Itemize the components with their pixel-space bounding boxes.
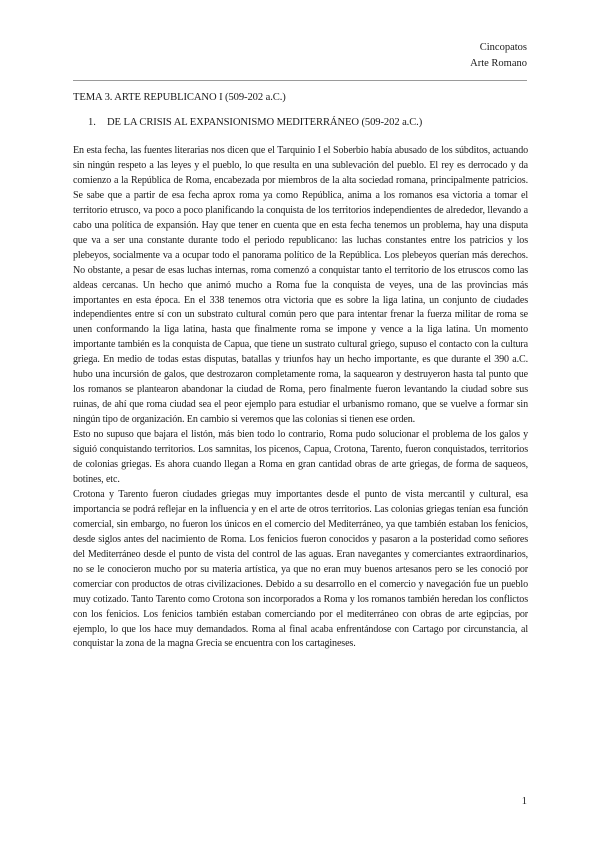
section-title: DE LA CRISIS AL EXPANSIONISMO MEDITERRÁNEO (509-202 a.C.) [107, 117, 423, 128]
paragraph: En esta fecha, las fuentes literarias nos dicen que el Tarquinio I el Soberbio había abusado de los súbditos, actuando sin ningún respeto a las leyes y el pueblo, lo que resulta en una sublevación del pueblo. El rey es derrocado y da comienzo a la República de Roma, encabezada por miembros de la alta sociedad romana, principalmente patricios. Se sabe que a partir de esa fecha aprox roma ya como República, anima a los romanos esa victoria a tomar el territorio etrusco, va poco a poco planificando la conquista de los territorios independientes de alrededor, llevando a cabo una política de expansión. Hay que tener en cuenta que en esta fecha tenemos un problema, hay una disputa que va a ser una constante durante todo el periodo republicano: las luchas constantes entre los patricios y los plebeyos, socialmente va a ocupar todo el panorama político de la República. Los plebeyos querían más derechos. No obstante, a pesar de esas luchas internas, roma comenzó a conquistar tanto el territorio de los etruscos como las aldeas cercanas. Un hecho que animó mucho a Roma fue la conquista de veyes, una de las provincias más importantes en esta época. En el 338 tenemos otra victoria que es sobre la liga latina, un conjunto de ciudades independientes entre sí con un substrato cultural común pero que para intentar frenar la fuerza militar de roma se unen conformando la liga latina, hasta que finalmente roma se impone y vence a la liga latina. Un momento importante también es la conquista de Capua, que tiene un sustrato cultural griego, supuso el contacto con la cultura griega. En medio de todas estas disputas, batallas y triunfos hay un hecho importante, es que durante el 390 a.C. hubo una incursión de galos, que destrozaron completamente roma, la saquearon y destruyeron hasta tal punto que los romanos se plantearon abandonar la ciudad de Roma, pero finalmente fueron levantando la ciudad sobre sus ruinas, de ahí que roma ciudad sea el peor ejemplo para estudiar el urbanismo romano, que se vuelve a formar sin ningún tipo de organización. En cambio si veremos que las colonias si tienen ese orden. [73, 145, 528, 426]
section-heading [88, 117, 422, 128]
body-text [73, 144, 528, 652]
page-header [470, 40, 527, 72]
paragraph: Esto no supuso que bajara el listón, más bien todo lo contrario, Roma pudo solucionar el problema de los galos y siguió conquistando territorios. Los samnitas, los picenos, Capua, Crotona, Tarento, fueron conquistados, territorios de colonias griegas. Es ahora cuando llegan a Roma en gran cantidad obras de arte griegas, de forma de saqueos, botines, etc. [73, 429, 528, 485]
paragraph: Crotona y Tarento fueron ciudades griegas muy importantes desde el punto de vista mercantil y cultural, esa importancia se podrá reflejar en la influencia y en el arte de otros territorios. Las colonias griegas tenían esa función comercial, sin embargo, no fueron los únicos en el comercio del Mediterráneo, ya que también estaban los fenicios, desde siglos antes del nacimiento de Roma. Los fenicios fueron conocidos y pasaron a la posteridad como señores del Mediterráneo desde el punto de vista del control de las aguas. Eran navegantes y comerciantes extraordinarios, no se le conocieron mucho por su materia artística, ya que no eran muy buenos artesanos pero se les conoció por comerciar con productos de otras civilizaciones. Debido a su desarrollo en el comercio y navegación fue un pueblo muy cotizado. Tanto Tarento como Crotona son incorporados a Roma y los romanos también heredan los conflictos con los fenicios. Los fenicios también estaban comerciando por el mediterráneo con obras de arte egipcias, por ejemplo, lo que los hace muy demandados. Roma al final acaba enfrentándose con Cartago por circunstancia, al conquistar la zona de la magna Grecia se encuentra con los cartagineses. [73, 488, 528, 650]
header-divider [73, 80, 527, 81]
page-number: 1 [521, 796, 527, 807]
header-author: Cincopatos [479, 42, 527, 53]
header-subject: Arte Romano [470, 58, 527, 69]
section-number: 1. [88, 117, 96, 128]
tema-title: TEMA 3. ARTE REPUBLICANO I (509-202 a.C.) [73, 92, 286, 103]
